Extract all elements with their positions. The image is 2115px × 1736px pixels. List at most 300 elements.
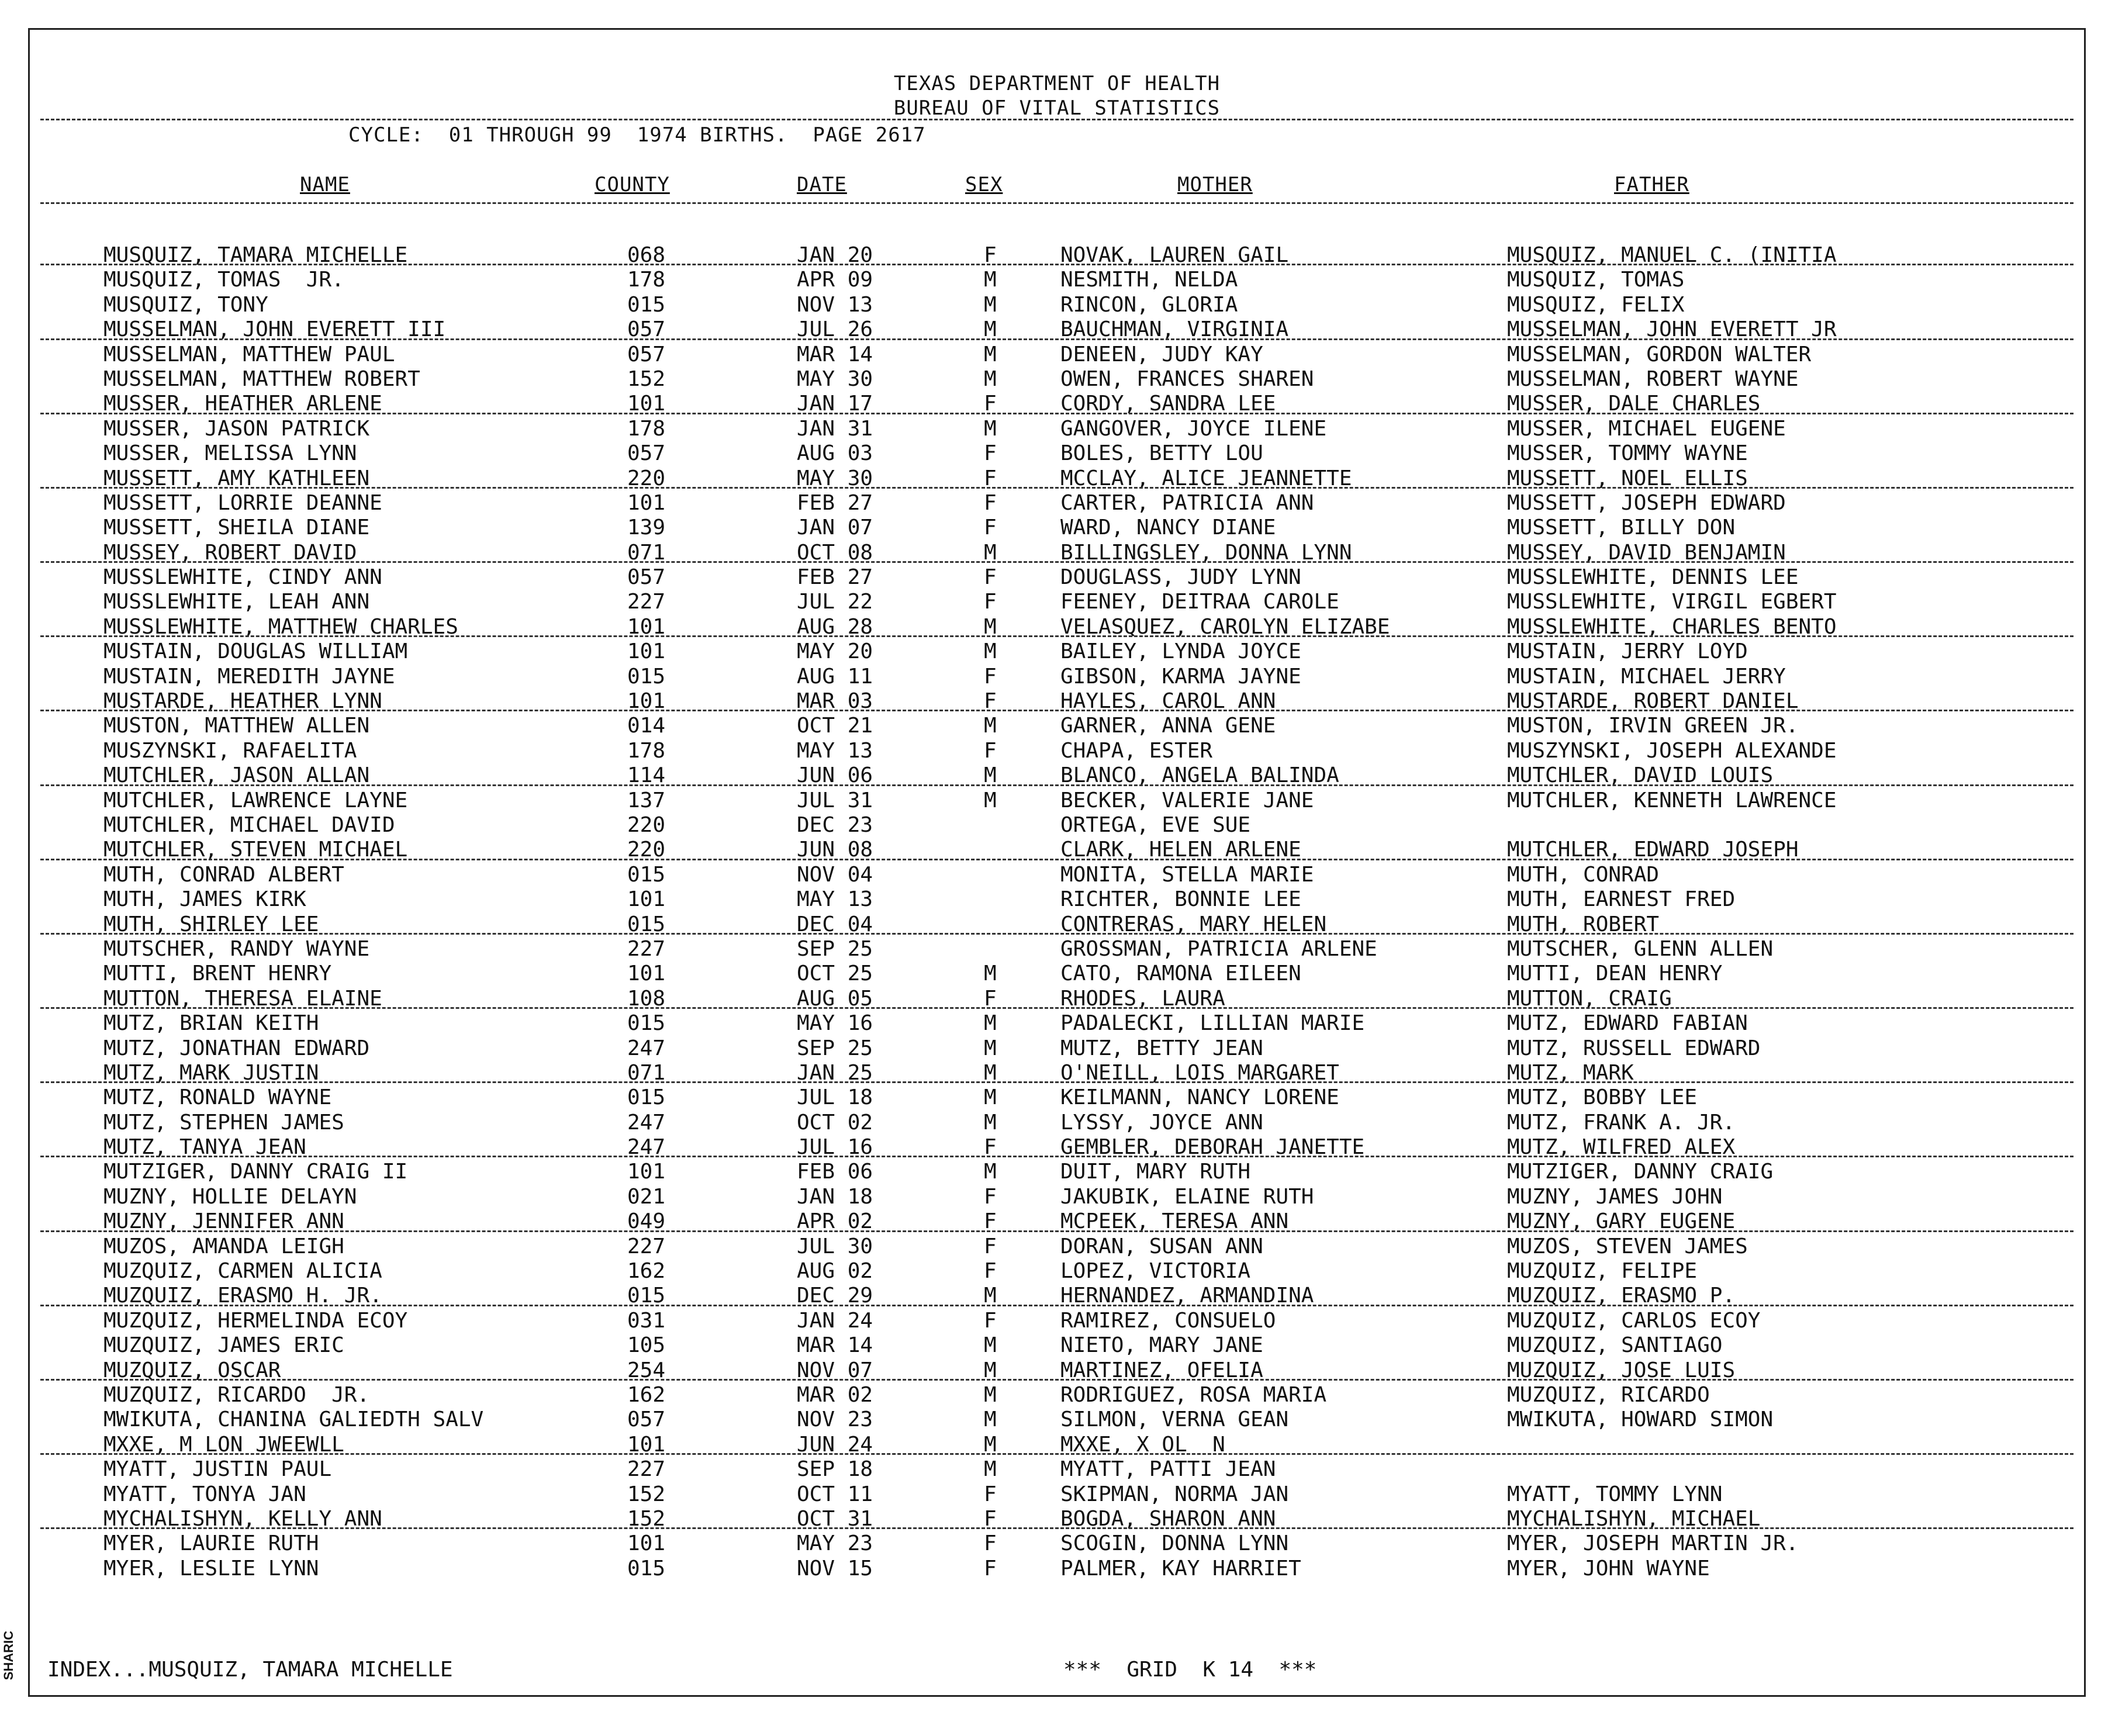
record-mother: MUTZ, BETTY JEAN — [1060, 1036, 1263, 1060]
record-father: MUSSELMAN, JOHN EVERETT JR — [1507, 317, 1837, 342]
record-sex: F — [984, 490, 997, 515]
record-mother: GIBSON, KARMA JAYNE — [1060, 664, 1301, 689]
record-county: 057 — [627, 342, 666, 366]
record-father: MUTTI, DEAN HENRY — [1507, 962, 1723, 986]
record-father: MUSSETT, BILLY DON — [1507, 516, 1736, 540]
record-county: 227 — [627, 1234, 666, 1258]
record-row — [30, 763, 2084, 788]
record-sex: F — [984, 1259, 997, 1284]
record-father: MUZQUIZ, SANTIAGO — [1507, 1333, 1723, 1358]
record-father: MUZOS, STEVEN JAMES — [1507, 1234, 1748, 1258]
record-county: 162 — [627, 1259, 666, 1284]
record-row — [30, 838, 2084, 862]
record-sex: M — [984, 540, 997, 565]
record-date: AUG 03 — [797, 441, 873, 466]
record-date: MAR 14 — [797, 1333, 873, 1358]
record-name: MUZQUIZ, OSCAR — [103, 1358, 281, 1382]
record-row — [30, 1309, 2084, 1333]
column-header-mother: MOTHER — [1177, 173, 1253, 196]
record-mother: HAYLES, CAROL ANN — [1060, 689, 1276, 714]
record-father: MUZQUIZ, JOSE LUIS — [1507, 1358, 1736, 1382]
record-name: MUZQUIZ, JAMES ERIC — [103, 1333, 344, 1358]
record-row — [30, 1383, 2084, 1408]
record-father: MUSSETT, NOEL ELLIS — [1507, 466, 1748, 490]
record-mother: DORAN, SUSAN ANN — [1060, 1234, 1263, 1258]
record-row — [30, 1011, 2084, 1036]
record-father: MUTCHLER, EDWARD JOSEPH — [1507, 838, 1799, 862]
record-name: MUTSCHER, RANDY WAYNE — [103, 936, 370, 961]
record-mother: CLARK, HELEN ARLENE — [1060, 838, 1301, 862]
record-row — [30, 268, 2084, 292]
record-sex: M — [984, 1011, 997, 1036]
record-date: NOV 15 — [797, 1556, 873, 1581]
record-sex: F — [984, 466, 997, 490]
record-county: 015 — [627, 1284, 666, 1308]
record-mother: BLANCO, ANGELA BALINDA — [1060, 763, 1339, 788]
record-row — [30, 863, 2084, 887]
record-father: MUSTAIN, MICHAEL JERRY — [1507, 664, 1786, 689]
record-father: MYCHALISHYN, MICHAEL — [1507, 1506, 1761, 1531]
record-father: MUSSELMAN, ROBERT WAYNE — [1507, 366, 1799, 391]
record-name: MUTH, SHIRLEY LEE — [103, 912, 319, 936]
record-date: DEC 23 — [797, 812, 873, 837]
record-father: MUTZ, MARK — [1507, 1060, 1634, 1085]
record-sex: F — [984, 1506, 997, 1531]
record-row — [30, 293, 2084, 317]
record-date: AUG 11 — [797, 664, 873, 689]
record-mother: PALMER, KAY HARRIET — [1060, 1556, 1301, 1581]
record-name: MUSSETT, AMY KATHLEEN — [103, 466, 370, 490]
record-name: MYATT, JUSTIN PAUL — [103, 1457, 332, 1482]
record-county: 220 — [627, 466, 666, 490]
record-sex: M — [984, 268, 997, 292]
record-mother: KEILMANN, NANCY LORENE — [1060, 1085, 1339, 1110]
record-county: 057 — [627, 1408, 666, 1432]
record-date: NOV 23 — [797, 1408, 873, 1432]
record-row — [30, 1408, 2084, 1432]
record-row — [30, 1135, 2084, 1160]
record-name: MUZQUIZ, HERMELINDA ECOY — [103, 1308, 408, 1333]
record-sex: M — [984, 763, 997, 788]
record-date: MAY 13 — [797, 887, 873, 912]
record-row — [30, 1209, 2084, 1234]
record-name: MUSTAIN, MEREDITH JAYNE — [103, 664, 395, 689]
record-sex: M — [984, 1358, 997, 1382]
record-name: MUZQUIZ, ERASMO H. JR. — [103, 1284, 382, 1308]
record-sex: M — [984, 714, 997, 738]
record-name: MUTZ, RONALD WAYNE — [103, 1085, 332, 1110]
record-row — [30, 417, 2084, 441]
record-date: DEC 04 — [797, 912, 873, 936]
record-mother: NIETO, MARY JANE — [1060, 1333, 1263, 1358]
record-row — [30, 1185, 2084, 1209]
record-row — [30, 962, 2084, 986]
record-county: 101 — [627, 392, 666, 416]
record-name: MUZOS, AMANDA LEIGH — [103, 1234, 344, 1258]
record-sex: M — [984, 1408, 997, 1432]
record-name: MUZNY, JENNIFER ANN — [103, 1209, 344, 1234]
column-header-divider — [40, 202, 2073, 204]
record-row — [30, 392, 2084, 416]
record-name: MUSSLEWHITE, MATTHEW CHARLES — [103, 614, 458, 639]
record-father: MUSTAIN, JERRY LOYD — [1507, 639, 1748, 664]
record-name: MUTZ, STEPHEN JAMES — [103, 1110, 344, 1135]
index-footer: INDEX...MUSQUIZ, TAMARA MICHELLE — [47, 1658, 453, 1682]
record-row — [30, 1284, 2084, 1308]
record-sex: M — [984, 342, 997, 366]
record-mother: MCPEEK, TERESA ANN — [1060, 1209, 1289, 1234]
record-name: MYER, LAURIE RUTH — [103, 1531, 319, 1556]
record-father: MUZQUIZ, RICARDO — [1507, 1382, 1710, 1407]
record-row — [30, 714, 2084, 738]
record-sex: M — [984, 317, 997, 342]
record-name: MUSQUIZ, TONY — [103, 292, 268, 317]
record-father: MUSQUIZ, MANUEL C. (INITIA — [1507, 243, 1837, 267]
record-mother: BILLINGSLEY, DONNA LYNN — [1060, 540, 1352, 565]
record-father: MUSSER, MICHAEL EUGENE — [1507, 416, 1786, 441]
record-county: 071 — [627, 1060, 666, 1085]
record-date: MAY 30 — [797, 466, 873, 490]
record-date: APR 09 — [797, 268, 873, 292]
record-sex: M — [984, 416, 997, 441]
record-mother: BOLES, BETTY LOU — [1060, 441, 1263, 466]
record-father: MYATT, TOMMY LYNN — [1507, 1482, 1723, 1506]
record-father: MUZQUIZ, FELIPE — [1507, 1259, 1698, 1284]
record-mother: RHODES, LAURA — [1060, 986, 1225, 1011]
record-name: MUSSEY, ROBERT DAVID — [103, 540, 357, 565]
record-row — [30, 1358, 2084, 1383]
record-county: 227 — [627, 936, 666, 961]
record-mother: CHAPA, ESTER — [1060, 738, 1213, 763]
record-date: MAY 23 — [797, 1531, 873, 1556]
agency-title: TEXAS DEPARTMENT OF HEALTH — [893, 72, 1221, 95]
record-mother: RICHTER, BONNIE LEE — [1060, 887, 1301, 912]
record-mother: RODRIGUEZ, ROSA MARIA — [1060, 1382, 1327, 1407]
record-county: 220 — [627, 838, 666, 862]
record-name: MYATT, TONYA JAN — [103, 1482, 306, 1506]
record-sex: M — [984, 1160, 997, 1184]
record-mother: GEMBLER, DEBORAH JANETTE — [1060, 1135, 1365, 1160]
header-divider — [40, 119, 2073, 120]
record-father: MUTZ, EDWARD FABIAN — [1507, 1011, 1748, 1036]
record-date: SEP 25 — [797, 1036, 873, 1060]
record-mother: RAMIREZ, CONSUELO — [1060, 1308, 1276, 1333]
record-father: MUSSELMAN, GORDON WALTER — [1507, 342, 1812, 366]
record-row — [30, 1433, 2084, 1457]
record-date: JUN 08 — [797, 838, 873, 862]
record-date: JUN 24 — [797, 1432, 873, 1457]
record-name: MUSSLEWHITE, LEAH ANN — [103, 590, 370, 614]
record-father: MUTZ, WILFRED ALEX — [1507, 1135, 1736, 1160]
record-date: NOV 13 — [797, 292, 873, 317]
record-date: MAY 13 — [797, 738, 873, 763]
record-date: AUG 02 — [797, 1259, 873, 1284]
record-father: MYER, JOHN WAYNE — [1507, 1556, 1710, 1581]
record-county: 152 — [627, 1506, 666, 1531]
record-county: 101 — [627, 614, 666, 639]
record-sex: M — [984, 1110, 997, 1135]
record-county: 071 — [627, 540, 666, 565]
record-name: MUTCHLER, JASON ALLAN — [103, 763, 370, 788]
record-sex: F — [984, 1184, 997, 1209]
record-mother: BECKER, VALERIE JANE — [1060, 788, 1314, 812]
record-county: 101 — [627, 689, 666, 714]
record-name: MUSTON, MATTHEW ALLEN — [103, 714, 370, 738]
record-name: MUZQUIZ, CARMEN ALICIA — [103, 1259, 382, 1284]
record-county: 101 — [627, 887, 666, 912]
record-date: JUL 30 — [797, 1234, 873, 1258]
record-county: 101 — [627, 639, 666, 664]
record-date: APR 02 — [797, 1209, 873, 1234]
record-father: MUTZ, BOBBY LEE — [1507, 1085, 1698, 1110]
record-father: MUSSETT, JOSEPH EDWARD — [1507, 490, 1786, 515]
record-name: MUTZ, BRIAN KEITH — [103, 1011, 319, 1036]
record-name: MUZQUIZ, RICARDO JR. — [103, 1382, 370, 1407]
record-sex: F — [984, 1482, 997, 1506]
record-name: MUSTAIN, DOUGLAS WILLIAM — [103, 639, 408, 664]
record-mother: BOGDA, SHARON ANN — [1060, 1506, 1276, 1531]
record-row — [30, 541, 2084, 565]
column-header-father: FATHER — [1614, 173, 1689, 196]
record-mother: DOUGLASS, JUDY LYNN — [1060, 565, 1301, 590]
record-father: MUTH, ROBERT — [1507, 912, 1660, 936]
record-date: OCT 11 — [797, 1482, 873, 1506]
record-sex: F — [984, 986, 997, 1011]
record-row — [30, 367, 2084, 392]
record-row — [30, 491, 2084, 516]
record-county: 152 — [627, 1482, 666, 1506]
record-county: 057 — [627, 441, 666, 466]
record-mother: LYSSY, JOYCE ANN — [1060, 1110, 1263, 1135]
record-mother: JAKUBIK, ELAINE RUTH — [1060, 1184, 1314, 1209]
record-sex: F — [984, 590, 997, 614]
record-name: MUTZ, TANYA JEAN — [103, 1135, 306, 1160]
record-row — [30, 987, 2084, 1011]
record-row — [30, 615, 2084, 639]
record-sex: M — [984, 1333, 997, 1358]
record-name: MUSTARDE, HEATHER LYNN — [103, 689, 382, 714]
record-row — [30, 813, 2084, 838]
records-list — [30, 243, 2084, 1581]
record-name: MUSQUIZ, TOMAS JR. — [103, 268, 344, 292]
record-date: OCT 02 — [797, 1110, 873, 1135]
record-mother: MYATT, PATTI JEAN — [1060, 1457, 1276, 1482]
record-county: 014 — [627, 714, 666, 738]
record-sex: F — [984, 1135, 997, 1160]
record-row — [30, 1457, 2084, 1482]
record-mother: PADALECKI, LILLIAN MARIE — [1060, 1011, 1365, 1036]
record-name: MUTTON, THERESA ELAINE — [103, 986, 382, 1011]
record-date: JAN 24 — [797, 1308, 873, 1333]
record-sex: M — [984, 788, 997, 812]
record-sex: F — [984, 1308, 997, 1333]
record-county: 031 — [627, 1308, 666, 1333]
record-row — [30, 243, 2084, 268]
record-county: 227 — [627, 1457, 666, 1482]
record-mother: FEENEY, DEITRAA CAROLE — [1060, 590, 1339, 614]
record-county: 057 — [627, 317, 666, 342]
record-row — [30, 665, 2084, 689]
record-name: MUZNY, HOLLIE DELAYN — [103, 1184, 357, 1209]
record-sex: F — [984, 1209, 997, 1234]
record-name: MYER, LESLIE LYNN — [103, 1556, 319, 1581]
record-mother: NOVAK, LAUREN GAIL — [1060, 243, 1289, 267]
record-father: MUSSLEWHITE, VIRGIL EGBERT — [1507, 590, 1837, 614]
record-row — [30, 1333, 2084, 1358]
record-county: 178 — [627, 268, 666, 292]
record-sex: M — [984, 1085, 997, 1110]
column-header-name: NAME — [300, 173, 350, 196]
record-mother: GANGOVER, JOYCE ILENE — [1060, 416, 1327, 441]
record-row — [30, 1259, 2084, 1284]
record-date: FEB 27 — [797, 565, 873, 590]
record-sex: F — [984, 441, 997, 466]
record-father: MUSSER, TOMMY WAYNE — [1507, 441, 1748, 466]
record-father: MWIKUTA, HOWARD SIMON — [1507, 1408, 1774, 1432]
column-header-sex: SEX — [965, 173, 1003, 196]
record-sex: F — [984, 565, 997, 590]
record-mother: MARTINEZ, OFELIA — [1060, 1358, 1263, 1382]
record-date: JUN 06 — [797, 763, 873, 788]
grid-reference: *** GRID K 14 *** — [1063, 1658, 1317, 1682]
record-sex: M — [984, 614, 997, 639]
record-sex: F — [984, 689, 997, 714]
record-date: JAN 07 — [797, 516, 873, 540]
record-county: 057 — [627, 565, 666, 590]
record-date: AUG 05 — [797, 986, 873, 1011]
record-mother: LOPEZ, VICTORIA — [1060, 1259, 1251, 1284]
record-date: MAY 20 — [797, 639, 873, 664]
record-date: MAY 16 — [797, 1011, 873, 1036]
record-mother: CONTRERAS, MARY HELEN — [1060, 912, 1327, 936]
record-mother: NESMITH, NELDA — [1060, 268, 1238, 292]
cycle-line: CYCLE: 01 THROUGH 99 1974 BIRTHS. PAGE 2617 — [348, 123, 926, 147]
record-father: MUTZ, RUSSELL EDWARD — [1507, 1036, 1761, 1060]
record-father: MUTH, EARNEST FRED — [1507, 887, 1736, 912]
record-mother: RINCON, GLORIA — [1060, 292, 1238, 317]
record-mother: MXXE, X OL N — [1060, 1432, 1225, 1457]
record-row — [30, 1482, 2084, 1507]
record-row — [30, 466, 2084, 491]
record-date: JUL 16 — [797, 1135, 873, 1160]
record-sex: F — [984, 392, 997, 416]
record-row — [30, 516, 2084, 540]
record-name: MUSSER, MELISSA LYNN — [103, 441, 357, 466]
record-county: 247 — [627, 1036, 666, 1060]
record-county: 152 — [627, 366, 666, 391]
record-name: MUTZIGER, DANNY CRAIG II — [103, 1160, 408, 1184]
record-name: MUTCHLER, LAWRENCE LAYNE — [103, 788, 408, 812]
record-county: 254 — [627, 1358, 666, 1382]
record-mother: SCOGIN, DONNA LYNN — [1060, 1531, 1289, 1556]
record-date: JUL 18 — [797, 1085, 873, 1110]
column-header-county: COUNTY — [595, 173, 670, 196]
record-county: 247 — [627, 1110, 666, 1135]
record-mother: WARD, NANCY DIANE — [1060, 516, 1276, 540]
record-row — [30, 887, 2084, 912]
record-father: MUTCHLER, KENNETH LAWRENCE — [1507, 788, 1837, 812]
record-county: 247 — [627, 1135, 666, 1160]
record-name: MUSZYNSKI, RAFAELITA — [103, 738, 357, 763]
record-row — [30, 1061, 2084, 1085]
record-name: MUTH, JAMES KIRK — [103, 887, 306, 912]
record-father: MUZQUIZ, CARLOS ECOY — [1507, 1308, 1761, 1333]
record-county: 137 — [627, 788, 666, 812]
record-mother: HERNANDEZ, ARMANDINA — [1060, 1284, 1314, 1308]
record-county: 015 — [627, 912, 666, 936]
record-sex: F — [984, 1531, 997, 1556]
record-sex: M — [984, 1382, 997, 1407]
record-row — [30, 590, 2084, 614]
record-sex: F — [984, 1556, 997, 1581]
record-father: MUSSLEWHITE, DENNIS LEE — [1507, 565, 1799, 590]
record-county: 139 — [627, 516, 666, 540]
record-name: MUTCHLER, MICHAEL DAVID — [103, 812, 395, 837]
record-name: MWIKUTA, CHANINA GALIEDTH SALV — [103, 1408, 484, 1432]
record-mother: MCCLAY, ALICE JEANNETTE — [1060, 466, 1352, 490]
record-date: MAR 02 — [797, 1382, 873, 1407]
record-date: OCT 25 — [797, 962, 873, 986]
record-mother: CORDY, SANDRA LEE — [1060, 392, 1276, 416]
record-county: 101 — [627, 1531, 666, 1556]
record-sex: M — [984, 292, 997, 317]
record-father: MUSSLEWHITE, CHARLES BENTO — [1507, 614, 1837, 639]
record-father: MUTZIGER, DANNY CRAIG — [1507, 1160, 1774, 1184]
record-date: JUL 22 — [797, 590, 873, 614]
side-margin-label: SHARIC — [1, 1631, 16, 1680]
record-name: MUTCHLER, STEVEN MICHAEL — [103, 838, 408, 862]
record-sex: M — [984, 1060, 997, 1085]
record-date: NOV 04 — [797, 862, 873, 887]
record-county: 015 — [627, 1085, 666, 1110]
birth-index-page — [28, 28, 2086, 1697]
record-name: MUSSELMAN, MATTHEW PAUL — [103, 342, 395, 366]
record-father: MUTZ, FRANK A. JR. — [1507, 1110, 1736, 1135]
record-row — [30, 317, 2084, 342]
record-date: FEB 06 — [797, 1160, 873, 1184]
record-date: MAY 30 — [797, 366, 873, 391]
record-row — [30, 1111, 2084, 1135]
record-mother: ORTEGA, EVE SUE — [1060, 812, 1251, 837]
record-county: 114 — [627, 763, 666, 788]
record-mother: DUIT, MARY RUTH — [1060, 1160, 1251, 1184]
record-date: OCT 21 — [797, 714, 873, 738]
record-row — [30, 343, 2084, 367]
record-mother: DENEEN, JUDY KAY — [1060, 342, 1263, 366]
record-row — [30, 441, 2084, 466]
record-name: MUSQUIZ, TAMARA MICHELLE — [103, 243, 408, 267]
record-name: MUSSETT, LORRIE DEANNE — [103, 490, 382, 515]
record-county: 101 — [627, 962, 666, 986]
record-date: JUL 26 — [797, 317, 873, 342]
record-father: MUTCHLER, DAVID LOUIS — [1507, 763, 1774, 788]
record-father: MUZNY, GARY EUGENE — [1507, 1209, 1736, 1234]
record-father: MUZNY, JAMES JOHN — [1507, 1184, 1723, 1209]
record-sex: F — [984, 243, 997, 267]
record-name: MUTZ, JONATHAN EDWARD — [103, 1036, 370, 1060]
record-row — [30, 937, 2084, 962]
record-name: MUSSETT, SHEILA DIANE — [103, 516, 370, 540]
record-mother: BAILEY, LYNDA JOYCE — [1060, 639, 1301, 664]
record-date: MAR 03 — [797, 689, 873, 714]
record-county: 101 — [627, 1160, 666, 1184]
record-date: JAN 17 — [797, 392, 873, 416]
record-sex: M — [984, 1457, 997, 1482]
record-row — [30, 1085, 2084, 1110]
record-county: 015 — [627, 664, 666, 689]
record-father: MUSSER, DALE CHARLES — [1507, 392, 1761, 416]
record-name: MUSSELMAN, MATTHEW ROBERT — [103, 366, 420, 391]
